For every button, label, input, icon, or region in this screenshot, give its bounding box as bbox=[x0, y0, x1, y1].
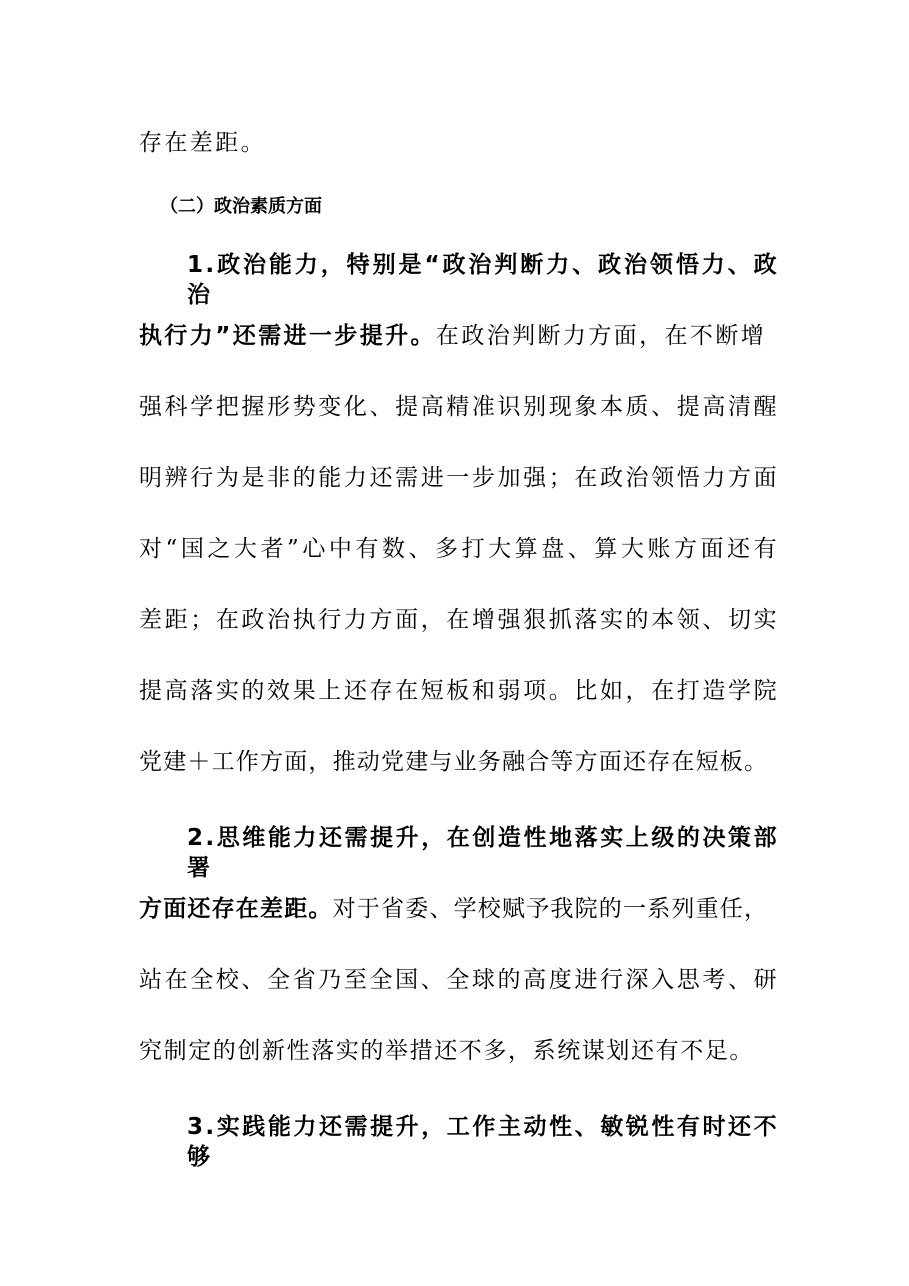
previous-paragraph-tail: 存在差距。 bbox=[139, 130, 266, 156]
item2-heading-line2: 方面还存在差距。 bbox=[139, 896, 333, 922]
item1-line4: 明辨行为是非的能力还需进一步加强；在政治领悟力方面 bbox=[139, 465, 779, 491]
item2-line4: 究制定的创新性落实的举措还不多，系统谋划还有不足。 bbox=[139, 1038, 754, 1064]
item2-line3: 站在全校、全省乃至全国、全球的高度进行深入思考、研 bbox=[139, 967, 779, 993]
item2-body-line2: 对于省委、学校赋予我院的一系列重任， bbox=[332, 896, 769, 922]
item1-heading-line1: 1.政治能力，特别是“政治判断力、政治领悟力、政治 bbox=[187, 252, 779, 308]
item1-line6: 差距；在政治执行力方面，在增强狠抓落实的本领、切实 bbox=[139, 607, 779, 633]
item1-line5: 对“国之大者”心中有数、多打大算盘、算大账方面还有 bbox=[139, 536, 779, 562]
item1-line3: 强科学把握形势变化、提高精准识别现象本质、提高清醒 bbox=[139, 394, 779, 420]
section-heading: （二）政治素质方面 bbox=[160, 196, 322, 217]
item1-line7: 提高落实的效果上还存在短板和弱项。比如，在打造学院 bbox=[139, 678, 779, 704]
item3-heading-line1: 3.实践能力还需提升，工作主动性、敏锐性有时还不够 bbox=[187, 1114, 779, 1170]
item1-line2 bbox=[139, 321, 779, 351]
item1-body-line2: 在政治判断力方面，在不断增 bbox=[435, 323, 767, 349]
item2-line2 bbox=[139, 894, 779, 924]
item1-heading-line2: 执行力”还需进一步提升。 bbox=[139, 323, 436, 349]
item2-heading-line1: 2.思维能力还需提升，在创造性地落实上级的决策部署 bbox=[187, 825, 779, 881]
item1-line8: 党建＋工作方面，推动党建与业务融合等方面还存在短板。 bbox=[139, 749, 769, 775]
